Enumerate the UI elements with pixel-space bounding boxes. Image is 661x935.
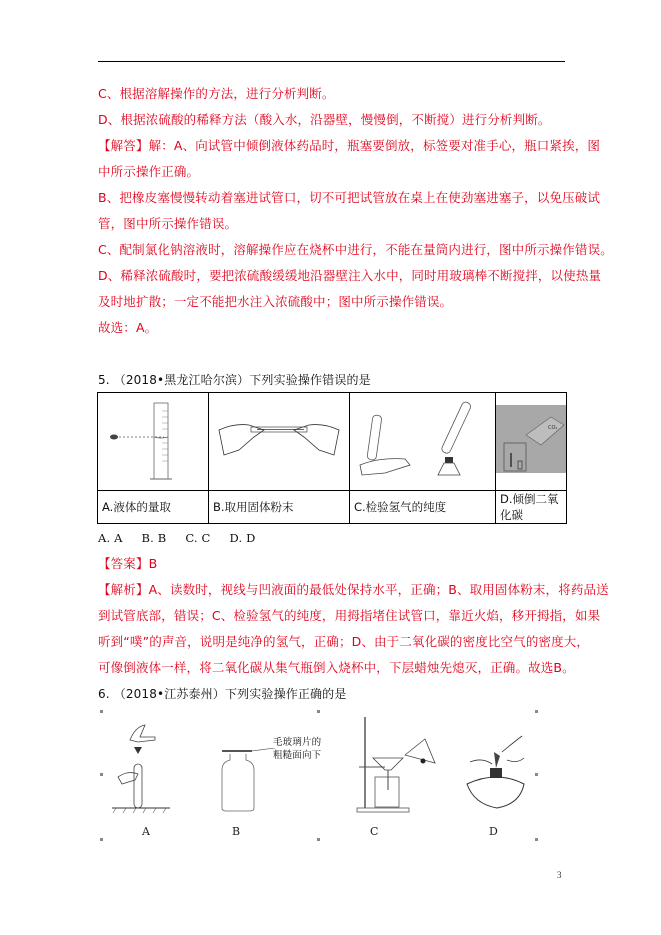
table-label: B.取用固体粉末 <box>209 491 350 524</box>
final-choice: 故选：A。 <box>98 320 158 335</box>
reagent-bottle-figure <box>220 748 280 813</box>
answer-label: 【答案】B <box>98 556 158 571</box>
explanation-line: 听到“噗”的声音，说明是纯净的氢气，正确；D、由于二氧化碳的密度比空气的密度大， <box>98 634 590 649</box>
figure-handle <box>535 773 538 776</box>
analysis-line: 管，图中所示操作错误。 <box>98 216 238 231</box>
header-rule <box>98 61 565 62</box>
analysis-line: C、根据溶解操作的方法，进行分析判断。 <box>98 86 335 101</box>
figure-handle <box>100 773 103 776</box>
explanation-line: 到试管底部，错误；C、检验氢气的纯度，用拇指堵住试管口，靠近火焰，移开拇指，如果 <box>98 608 601 623</box>
analysis-line: B、把橡皮塞慢慢转动着塞进试管口，切不可把试管放在桌上在使劲塞进塞子，以免压破试 <box>98 190 601 205</box>
figure-handle <box>100 838 103 841</box>
co2-label: CO₂ <box>548 424 558 431</box>
figure-cell-c <box>350 393 496 491</box>
figure-handle <box>317 838 320 841</box>
table-label: A.液体的量取 <box>98 491 209 524</box>
figure-caption-a: A <box>142 825 150 838</box>
analysis-line: D、根据浓硫酸的稀释方法（酸入水，沿器壁，慢慢倒，不断搅）进行分析判断。 <box>98 112 551 127</box>
analysis-line: 【解答】解：A、向试管中倾倒液体药品时，瓶塞要倒放，标签要对准手心，瓶口紧挨，图 <box>98 138 601 153</box>
figure-caption-c: C <box>370 825 379 838</box>
filtration-figure <box>355 715 440 815</box>
alcohol-lamp-figure <box>462 732 532 817</box>
dropper-figure <box>110 722 180 817</box>
analysis-line: D、稀释浓硫酸时，要把浓硫酸缓缓地沿器壁注入水中，同时用玻璃棒不断搅拌，以使热量 <box>98 268 602 283</box>
glass-plate-note: 粗糙面向下 <box>273 750 322 761</box>
answer-options: A. A B. B C. C D. D <box>98 531 256 545</box>
glass-plate-note: 毛玻璃片的 <box>273 737 322 748</box>
analysis-line: 中所示操作正确。 <box>98 164 200 179</box>
explanation-line: 【解析】A、读数时，视线与凹液面的最低处保持水平，正确；B、取用固体粉末，将药品送 <box>98 582 609 597</box>
figure-cell-b <box>209 393 350 491</box>
figure-handle <box>317 710 320 713</box>
co2-pouring-figure <box>496 405 566 475</box>
powder-tube-figure <box>209 395 349 485</box>
figure-caption-d: D <box>489 825 498 838</box>
figure-handle <box>100 710 103 713</box>
analysis-line: 及时地扩散；一定不能把水注入浓硫酸中；图中所示操作错误。 <box>98 294 453 309</box>
figure-handle <box>535 710 538 713</box>
table-label: D.倾倒二氧化碳 <box>496 491 567 524</box>
table-label: C.检验氢气的纯度 <box>350 491 496 524</box>
question-5-table <box>97 392 567 524</box>
page-number: 3 <box>557 870 562 880</box>
hydrogen-test-figure <box>350 395 495 485</box>
figure-cell-a <box>98 393 209 491</box>
explanation-line: 可像倒液体一样，将二氧化碳从集气瓶倒入烧杯中，下层蜡烛先熄灭，正确。故选B。 <box>98 660 575 675</box>
question-6-title: 6. （2018•江苏泰州）下列实验操作正确的是 <box>98 687 347 701</box>
figure-caption-b: B <box>232 825 241 838</box>
analysis-line: C、配制氯化钠溶液时，溶解操作应在烧杯中进行，不能在量筒内进行，图中所示操作错误。 <box>98 242 613 257</box>
question-5-title: 5. （2018•黑龙江哈尔滨）下列实验操作错误的是 <box>98 373 371 387</box>
graduated-cylinder-figure <box>98 395 208 485</box>
figure-handle <box>535 838 538 841</box>
figure-cell-d <box>496 393 567 491</box>
